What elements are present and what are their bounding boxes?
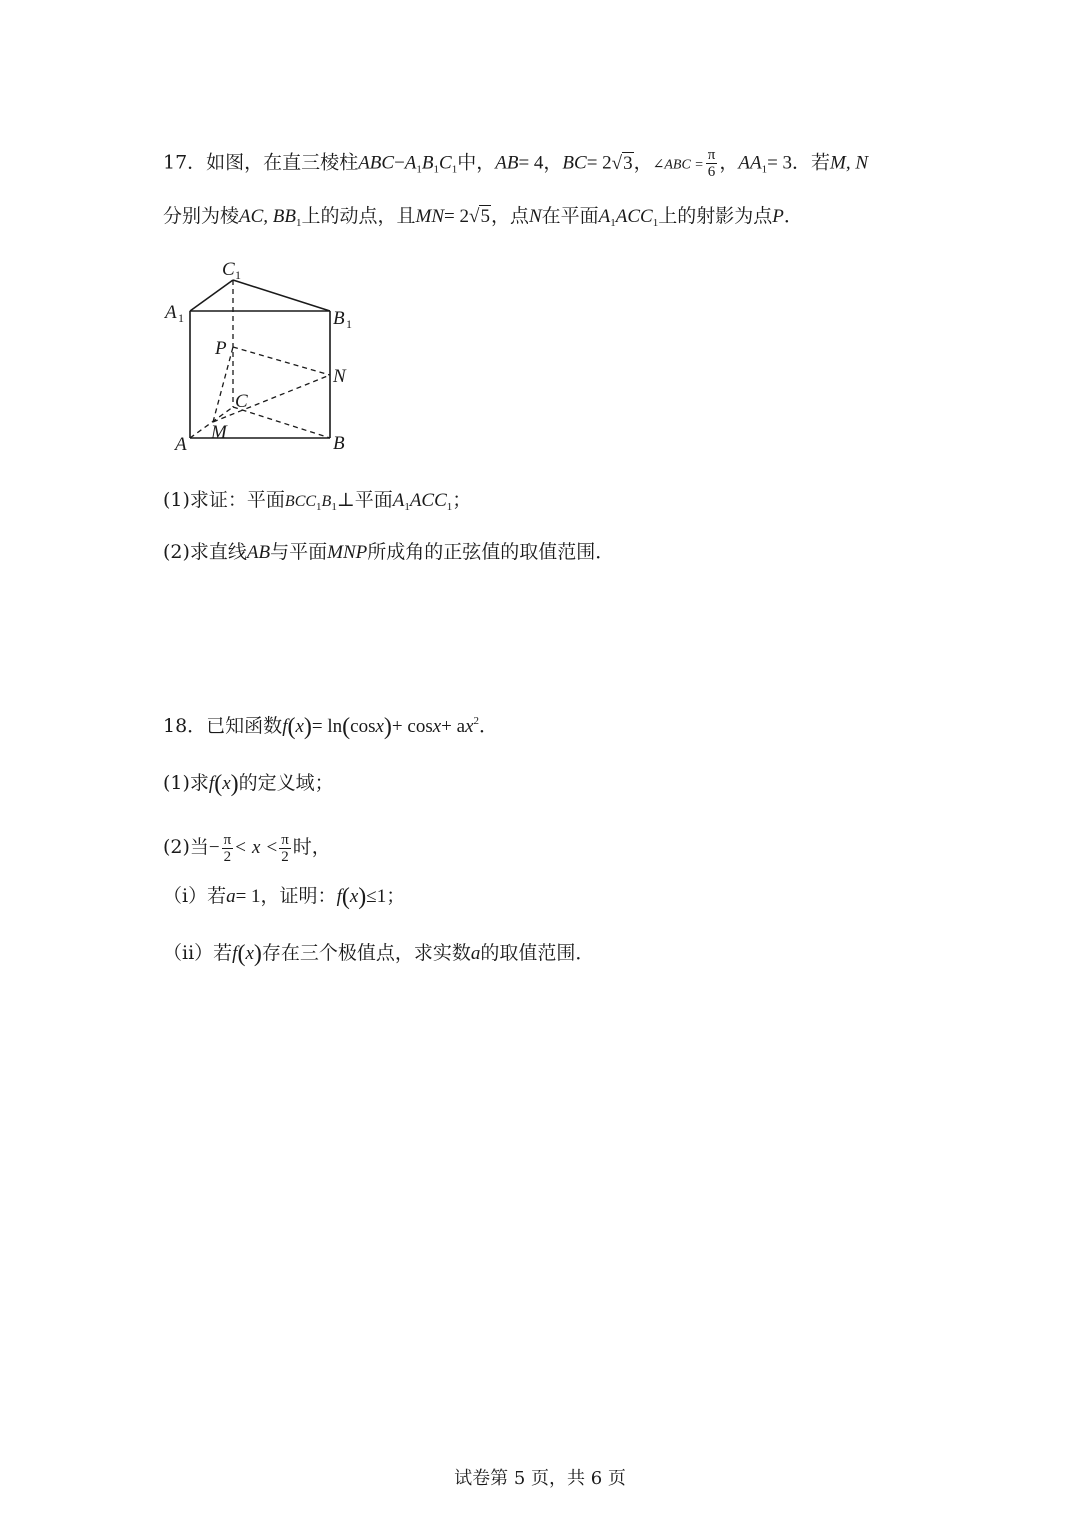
q17-part2-text: (2)求直线	[163, 541, 247, 563]
label-b: B	[333, 433, 345, 454]
q17-text: 中，	[457, 151, 496, 174]
sub-1: 1	[416, 163, 422, 176]
bc-value: = 2	[586, 152, 612, 174]
q18-sub2	[163, 940, 594, 967]
comma: ，	[543, 151, 563, 174]
q17-text: ，点	[490, 205, 529, 227]
var-x: x	[349, 886, 359, 907]
paren: (	[214, 771, 223, 797]
plane-acc1: ACC	[615, 206, 653, 227]
q18-end: ．	[479, 715, 499, 737]
mn-symbol: MN	[415, 206, 445, 227]
fraction-pi-2	[222, 832, 234, 865]
var-x: x	[465, 716, 474, 737]
sub-1: 1	[404, 501, 410, 513]
paren: )	[383, 714, 392, 740]
var-a: a	[226, 886, 236, 907]
q18-part2	[163, 827, 331, 867]
q18-sub2-text: 存在三个极值点，求实数	[261, 942, 471, 964]
sub-1: 1	[316, 501, 322, 513]
vertex-a1: A	[404, 152, 417, 174]
ab-symbol: AB	[495, 152, 519, 174]
q17-part1-end: ；	[452, 489, 472, 511]
vertex-a1: A	[598, 206, 611, 227]
paren: )	[358, 884, 367, 910]
q17-text: 在平面	[541, 205, 599, 227]
angle-abc: ∠ABC =	[652, 157, 704, 173]
func-f: f	[336, 886, 342, 907]
q18-line1	[163, 713, 498, 740]
label-c: C	[235, 391, 248, 412]
frac-num: π	[707, 147, 716, 163]
q18-part1-text: (1)求	[163, 772, 209, 794]
sqrt-3: √3	[611, 152, 633, 174]
q18-number: 18．已知函数	[163, 715, 283, 737]
ab-value: = 4	[518, 152, 544, 174]
q18-part2-text: (2)当	[163, 836, 209, 858]
func-f: f	[208, 773, 215, 794]
exponent-2: 2	[473, 715, 479, 727]
q18-sub2-text: （ii）若	[163, 942, 233, 964]
label-c1: C	[222, 259, 235, 280]
var-x: x	[375, 716, 384, 737]
paren: (	[237, 941, 246, 967]
sub-1: 1	[296, 217, 302, 229]
comma: ，	[633, 151, 653, 174]
sub-1: 1	[451, 163, 458, 176]
less-than: <	[266, 837, 278, 858]
plane-mnp: MNP	[327, 542, 368, 563]
q17-part1-text: (1)求证：平面	[163, 489, 285, 511]
comma: ，	[719, 151, 739, 174]
plus-cos: + cos	[391, 716, 433, 737]
q18-sub1	[163, 883, 405, 910]
sub-1: 1	[433, 163, 440, 176]
frac-den: 6	[707, 164, 716, 180]
fraction-pi-6	[706, 147, 718, 180]
aa1-value: = 3	[767, 152, 793, 174]
frac-den: 2	[223, 848, 232, 865]
q18-sub1-text: ，证明：	[260, 885, 337, 907]
var-x: x	[245, 943, 254, 964]
paren: )	[303, 714, 312, 740]
prism-base: ABC	[358, 152, 395, 174]
q17-part2-text: 与平面	[270, 541, 328, 563]
label-a: A	[175, 434, 187, 455]
var-x: x	[251, 837, 261, 858]
points-mn: M, N	[830, 152, 869, 174]
q17-text: ．若	[792, 151, 831, 174]
paren: (	[341, 884, 350, 910]
q17-line1	[163, 147, 868, 180]
var-x: x	[222, 773, 231, 794]
q17-line2	[163, 203, 803, 230]
frac-num: π	[223, 831, 232, 848]
sub-1: 1	[446, 501, 453, 513]
fraction-pi-2	[279, 832, 291, 865]
vertex-c1: C	[439, 152, 452, 174]
q17-text: ．	[783, 205, 803, 227]
paren: (	[342, 714, 351, 740]
label-sub: 1	[346, 317, 352, 331]
plane-acc1: ACC	[409, 490, 447, 511]
sub-1: 1	[331, 501, 337, 513]
page-footer: 试卷第 5 页，共 6 页	[454, 1468, 626, 1489]
q17-part1	[163, 487, 471, 515]
edge-c1b1	[233, 280, 330, 311]
segment-pn	[233, 347, 330, 375]
q18-sub2-end: 的取值范围．	[480, 942, 595, 964]
sqrt-5: √5	[469, 206, 490, 227]
sub-1: 1	[761, 163, 768, 176]
segment-mn	[213, 375, 330, 422]
point-n: N	[528, 206, 542, 227]
q17-part2-end: 所成角的正弦值的取值范围．	[367, 541, 615, 563]
a-value: = 1	[235, 886, 261, 907]
bc-symbol: BC	[562, 152, 587, 174]
frac-num: π	[281, 831, 289, 848]
label-a1: A	[165, 302, 177, 323]
q17-text: 上的动点，且	[301, 205, 416, 227]
q17-part2	[163, 539, 614, 566]
func-f: f	[232, 943, 238, 964]
label-sub: 1	[235, 268, 241, 282]
sub-1: 1	[610, 217, 616, 229]
radicand: 3	[623, 152, 633, 174]
q18-part1-end: 的定义域；	[238, 772, 334, 794]
paren: (	[287, 714, 296, 740]
less-than: <	[235, 837, 246, 858]
ln-text: = ln	[311, 716, 343, 737]
label-b1: B	[333, 308, 345, 329]
label-p: P	[215, 338, 227, 359]
aa1-symbol: AA	[738, 152, 762, 174]
cos-text: cos	[350, 716, 376, 737]
label-m: M	[211, 422, 227, 443]
radicand: 5	[480, 206, 490, 227]
vertex-b1: B	[421, 152, 434, 174]
q17-number: 17．如图，在直三棱柱	[163, 151, 359, 174]
sub-1: 1	[652, 217, 659, 229]
edge-a1c1	[190, 280, 233, 311]
edges-ac-bb1: AC, BB	[239, 206, 297, 227]
paren: )	[230, 771, 239, 797]
label-n: N	[333, 366, 346, 387]
plane-bcc1: BCC	[284, 493, 317, 510]
line-ab: AB	[246, 542, 271, 563]
paren: )	[253, 941, 262, 967]
point-p: P	[772, 206, 784, 227]
q17-text: 上的射影为点	[658, 205, 773, 227]
func-f: f	[282, 716, 288, 737]
var-a: a	[470, 943, 481, 964]
frac-den: 2	[281, 848, 289, 865]
perp-text: ⊥平面	[336, 489, 393, 511]
minus-sign: −	[208, 837, 220, 858]
var-x: x	[432, 716, 442, 737]
plane-b1: B	[321, 493, 332, 510]
q18-part2-end: 时，	[292, 836, 331, 858]
prism-dash: −	[394, 152, 405, 174]
q17-text: 分别为棱	[163, 205, 240, 227]
vertex-a1: A	[392, 490, 405, 511]
prism-figure	[155, 252, 365, 462]
le-one: ≤1；	[366, 886, 406, 907]
plus-a: + a	[441, 716, 466, 737]
mn-value: = 2	[444, 206, 469, 227]
q18-sub1-text: （i）若	[163, 885, 227, 907]
var-x: x	[295, 716, 304, 737]
q18-part1	[163, 770, 334, 797]
label-sub: 1	[178, 311, 184, 325]
